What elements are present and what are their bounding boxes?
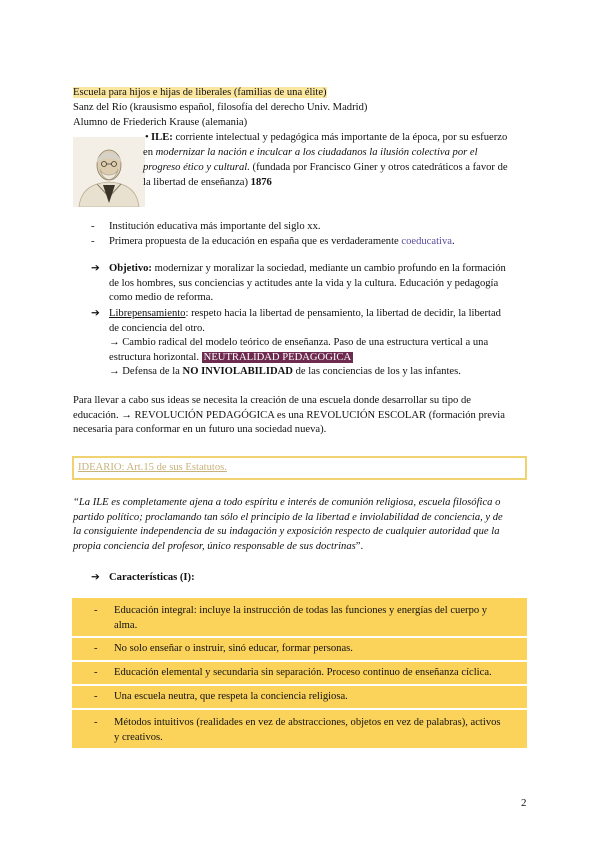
feature-text <box>114 604 519 633</box>
librepensamiento-line-1 <box>109 307 527 322</box>
librepensamiento-text-4: estructura horizontal. <box>109 351 202 363</box>
dash-item-1: Institución educativa más importante del siglo xx. <box>109 221 321 232</box>
caracteristicas-heading <box>109 571 195 586</box>
objetivo-label: Objetivo: <box>109 263 152 274</box>
neutralidad-highlight: NEUTRALIDAD PEDAGÓGICA <box>203 351 352 363</box>
librepensamiento-label: Librepensamiento <box>109 308 186 319</box>
objetivo-line-3: como medio de reforma. <box>109 292 214 304</box>
elite-schools-highlight: Escuela para hijos e hijas de liberales (familias de una élite) <box>73 87 327 98</box>
dash-icon: - <box>94 667 98 678</box>
revolucion-paragraph <box>73 394 528 438</box>
dash-icon: - <box>91 221 95 232</box>
dash-icon: - <box>94 691 98 702</box>
ile-line-4 <box>143 176 272 191</box>
dash-icon: - <box>94 717 98 728</box>
dash-item-2-text: Primera propuesta de la educación en españa que es verdaderamente <box>109 236 402 247</box>
feature-box <box>72 598 527 636</box>
quote-end: ”. <box>355 540 364 552</box>
header-line-3: Alumno de Friederich Krause (alemania) <box>73 117 248 128</box>
feature-box <box>72 662 527 684</box>
ile-term: ILE: <box>151 132 173 143</box>
feature-2-text: No solo enseñar o instruir, sinó educar, formar personas. <box>114 643 353 654</box>
quote-line-2: partido político; proclamando tan sólo el principio de la libertad e inviolabilidad de conciencia, y de <box>73 511 503 523</box>
librepensamiento-text-1: : respeto hacia la libertad de pensamiento, la libertad de decidir, la libertad <box>185 308 501 319</box>
librepensamiento-line-2: de conciencia del otro. <box>109 322 205 334</box>
arrow-icon: ➔ <box>91 572 100 583</box>
librepensamiento-line-4 <box>109 351 527 366</box>
ile-text-4a: la libertad de enseñanza) <box>143 177 251 188</box>
quote-line-1: “La ILE es completamente ajena a todo espíritu e interés de comunión religiosa, escuela filosófica o <box>73 497 501 508</box>
librepensamiento-text-5a: → Defensa de la <box>109 366 183 378</box>
arrow-icon: ➔ <box>91 308 100 319</box>
portrait-image <box>73 137 145 207</box>
feature-text <box>114 716 519 745</box>
feature-box <box>72 638 527 660</box>
objetivo-text-1: modernizar y moralizar la sociedad, mediante un cambio profundo en la formación <box>151 263 506 274</box>
feature-box <box>72 686 527 708</box>
feature-5-line-1: Métodos intuitivos (realidades en vez de abstracciones, objetos en vez de palabras), activos <box>114 717 501 728</box>
feature-5-line-2: y creativos. <box>114 731 163 743</box>
objetivo-line-1 <box>109 262 527 277</box>
ile-line-3 <box>143 161 508 176</box>
ile-line-2 <box>143 146 478 161</box>
objetivo-line-2: de los hombres, sus conciencias y actitudes ante la vida y la cultura. Educación y pedagogía <box>109 277 499 289</box>
para-line-3: necesaria para conformar en un futuro una sociedad nueva). <box>73 424 327 436</box>
feature-3-text: Educación elemental y secundaria sin separación. Proceso continuo de enseñanza cíclica. <box>114 667 492 678</box>
ideario-box <box>72 456 527 480</box>
ile-text-2b: modernizar la nación e inculcar a los ciudadanos la ilusión colectiva por el <box>155 147 478 158</box>
librepensamiento-text-5c: de las conciencias de los y las infantes. <box>292 366 461 378</box>
para-line-1: Para llevar a cabo sus ideas se necesita la creación de una escuela donde desarrollar su tipo de <box>73 395 471 406</box>
ile-year: 1876 <box>250 177 272 188</box>
ile-line-1 <box>151 131 507 146</box>
feature-4-text: Una escuela neutra, que respeta la conciencia religiosa. <box>114 691 348 702</box>
header-line-1 <box>73 86 327 101</box>
feature-1-line-1: Educación integral: incluye la instrucción de todas las funciones y energías del cuerpo y <box>114 605 488 616</box>
dash-item-2 <box>109 235 455 250</box>
bullet-icon: • <box>145 132 149 143</box>
estatutos-quote <box>73 496 528 554</box>
quote-line-3: la consiguiente independencia de su indagación y exposición respecto de cualquier autoridad que la <box>73 526 500 538</box>
dash-icon: - <box>94 605 98 616</box>
librepensamiento-line-5 <box>109 365 527 380</box>
arrow-icon: ➔ <box>91 263 100 274</box>
dash-icon: - <box>91 236 95 247</box>
librepensamiento-block <box>109 307 527 380</box>
caracteristicas-label: Características (I): <box>109 572 195 583</box>
quote-text-4: propia conciencia del profesor, único responsable de sus doctrinas <box>73 540 356 552</box>
coeducativa-highlight: coeducativa <box>401 236 452 247</box>
quote-line-4 <box>73 540 528 555</box>
dash-item-2-end: . <box>451 236 455 247</box>
objetivo-block <box>109 262 527 306</box>
para-line-2: educación. → REVOLUCIÓN PEDAGÓGICA es una REVOLUCIÓN ESCOLAR (formación previa <box>73 409 505 421</box>
ideario-link[interactable]: IDEARIO: Art.15 de sus Estatutos. <box>78 462 227 473</box>
librepensamiento-line-3: → Cambio radical del modelo teórico de enseñanza. Paso de una estructura vertical a una <box>109 337 489 349</box>
ile-text-1: corriente intelectual y pedagógica más importante de la época, por su esfuerzo <box>172 132 508 143</box>
header-line-2: Sanz del Río (krausismo español, filosofía del derecho Univ. Madrid) <box>73 102 368 113</box>
no-inviolabilidad: NO INVIOLABILIDAD <box>182 366 293 378</box>
dash-icon: - <box>94 643 98 654</box>
feature-box <box>72 710 527 748</box>
ile-text-2a: en <box>143 147 156 158</box>
ile-text-3b: (fundada por Francisco Giner y otros catedráticos a favor de <box>249 162 508 173</box>
page-number: 2 <box>521 797 527 809</box>
ile-text-3a: progreso ético y cultural. <box>143 162 250 173</box>
feature-1-line-2: alma. <box>114 619 138 631</box>
